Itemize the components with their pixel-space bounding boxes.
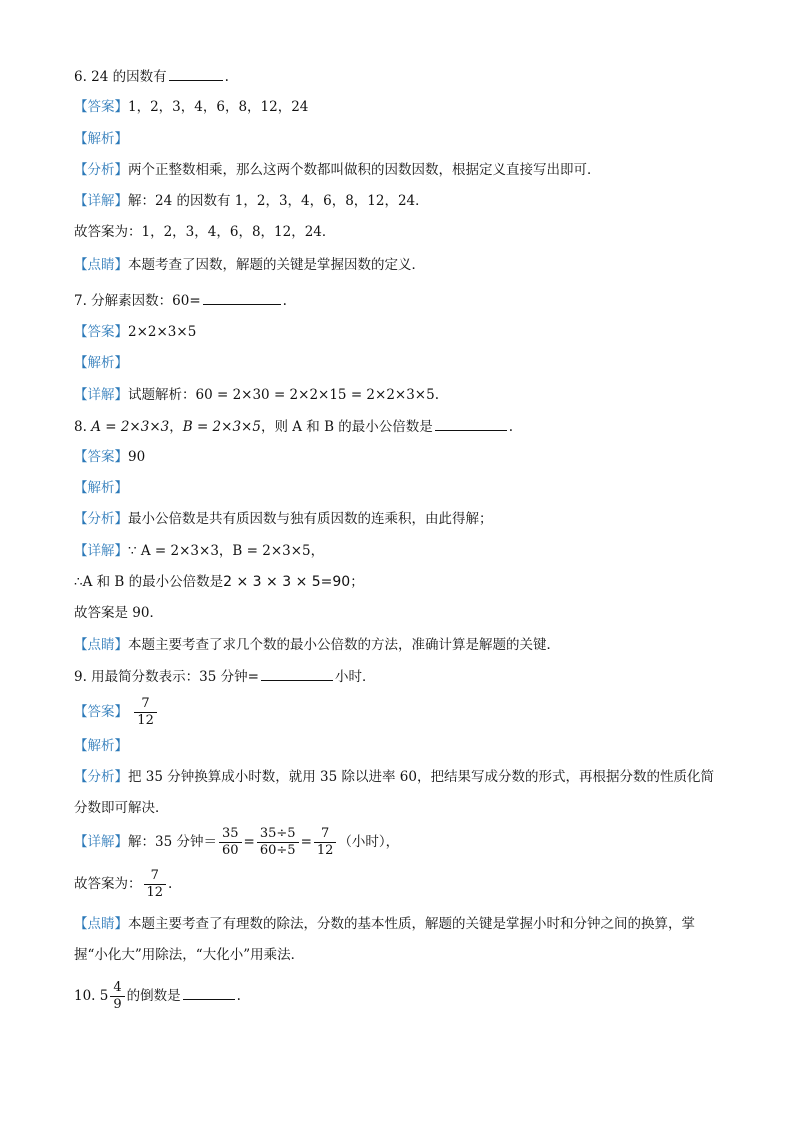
jiexi-tag: 【解析】 (74, 355, 128, 371)
q8-dianjing-text: 本题主要考查了求几个数的最小公倍数的方法，准确计算是解题的关键． (128, 637, 560, 653)
q9-dianjing-line2 (74, 945, 304, 965)
fenxi-tag: 【分析】 (74, 162, 128, 178)
q10-question-end: . (236, 988, 241, 1004)
xiangjie-tag: 【详解】 (74, 543, 128, 559)
answer-blank (183, 985, 235, 1000)
fraction (219, 826, 242, 859)
answer-blank (169, 66, 223, 81)
q6-conclusion (74, 222, 335, 242)
q8-conclusion-text: 故答案是 90． (74, 605, 163, 621)
answer-tag: 【答案】 (74, 99, 128, 115)
q10-question (74, 980, 241, 1013)
fraction-numerator: 7 (141, 696, 150, 711)
q9-answer-fraction (134, 696, 157, 729)
q7-jiexi (74, 353, 128, 373)
q9-question-end: 小时． (334, 669, 376, 685)
answer-blank (435, 416, 507, 431)
q9-fenxi-line2 (74, 798, 169, 818)
fraction-denominator: 60÷5 (257, 842, 299, 859)
fraction-numerator: 35÷5 (259, 826, 296, 841)
q9-conclusion-prefix: 故答案为： (74, 876, 142, 892)
q6-answer-text: 1，2，3，4，6，8，12，24 (128, 99, 309, 115)
xiangjie-tag: 【详解】 (74, 834, 128, 850)
q9-fenxi-text-2: 分数即可解决． (74, 800, 169, 816)
q8-answer (74, 447, 145, 467)
q8-jiexi (74, 478, 128, 498)
xiangjie-tag: 【详解】 (74, 193, 128, 209)
q6-fenxi-text: 两个正整数相乘，那么这两个数都叫做积的因数因数，根据定义直接写出即可． (128, 162, 601, 178)
q9-question (74, 666, 375, 687)
q9-conclusion-end: . (168, 876, 173, 892)
q8-therefore (74, 572, 364, 592)
q6-question-text: 6. 24 的因数有 (74, 69, 167, 85)
fraction-numerator: 4 (113, 980, 122, 995)
fraction (144, 868, 167, 901)
q8-math-b: B = 2×3×5 (182, 419, 261, 435)
q9-xiangjie: 【详解】解：35 分钟＝ $\frac{35}{60}$ = $\frac{35\div 5}{60\div 5}$ = $\frac{7}{12}$ （小时）， (74, 826, 400, 858)
q7-answer-text: 2×2×3×5 (128, 324, 197, 340)
q8-number: 8. (74, 419, 87, 435)
q6-question (74, 66, 229, 87)
fraction-numerator: 7 (150, 868, 159, 883)
q7-xiangjie (74, 385, 439, 405)
answer-blank (261, 666, 333, 681)
q10-mixed-fraction (110, 980, 124, 1013)
fraction (314, 826, 337, 859)
q8-question (74, 416, 513, 437)
q6-jiexi (74, 129, 128, 149)
q6-question-end: . (224, 69, 229, 85)
q9-conclusion (74, 868, 172, 901)
q8-therefore-math: 2 × 3 × 3 × 5=90 (223, 574, 351, 590)
answer-tag: 【答案】 (74, 324, 128, 340)
q9-jiexi (74, 736, 128, 756)
q7-question-text: 7. 分解素因数：60= (74, 293, 201, 309)
q8-dianjing (74, 635, 560, 655)
q9-dianjing-text-2: 握“小化大”用除法，“大化小”用乘法． (74, 947, 305, 963)
q6-xiangjie (74, 191, 429, 211)
q7-xiangjie-math: 60 = 2×30 = 2×2×15 = 2×2×3×5 (195, 387, 435, 403)
q7-question (74, 290, 287, 311)
fraction (257, 826, 299, 859)
q8-conclusion (74, 603, 163, 623)
q8-therefore-end: ； (350, 574, 364, 590)
dianjing-tag: 【点睛】 (74, 916, 128, 932)
q6-fenxi (74, 160, 601, 180)
q7-answer (74, 322, 196, 342)
q9-dianjing-text-1: 本题主要考查了有理数的除法，分数的基本性质，解题的关键是掌握小时和分钟之间的换算，掌 (128, 916, 695, 932)
answer-blank (203, 290, 281, 305)
q7-question-end: . (282, 293, 287, 309)
fraction-denominator: 12 (314, 842, 337, 859)
dianjing-tag: 【点睛】 (74, 257, 128, 273)
q8-therefore-text: ∴A 和 B 的最小公倍数是 (74, 574, 224, 590)
q6-dianjing (74, 255, 425, 275)
fraction-numerator: 35 (221, 826, 239, 841)
q8-math-a: A = 2×3×3 (91, 419, 170, 435)
jiexi-tag: 【解析】 (74, 131, 128, 147)
q8-fenxi (74, 509, 493, 529)
q9-xiangjie-prefix: 解：35 分钟＝ (128, 834, 217, 850)
q10-number: 10. (74, 988, 96, 1004)
q9-dianjing-line1 (74, 914, 695, 934)
q9-question-text: 9. 用最简分数表示：35 分钟= (74, 669, 259, 685)
q9-fenxi-text-1: 把 35 分钟换算成小时数，就用 35 除以进率 60，把结果写成分数的形式，再根据分数的性质化简 (128, 769, 714, 785)
answer-tag: 【答案】 (74, 449, 128, 465)
q8-xiangjie (74, 541, 324, 561)
q8-fenxi-text: 最小公倍数是共有质因数与独有质因数的连乘积，由此得解； (128, 511, 493, 527)
q8-answer-text: 90 (128, 449, 146, 465)
fraction-numerator: 7 (321, 826, 330, 841)
q6-answer (74, 97, 308, 117)
q7-xiangjie-end: . (434, 387, 440, 403)
fenxi-tag: 【分析】 (74, 769, 128, 785)
q10-question-text: 的倒数是 (126, 988, 181, 1004)
q8-question-end: . (508, 419, 514, 435)
fraction-denominator: 60 (219, 842, 242, 859)
fraction-denominator: 12 (144, 884, 167, 901)
jiexi-tag: 【解析】 (74, 738, 128, 754)
xiangjie-tag: 【详解】 (74, 387, 128, 403)
fenxi-tag: 【分析】 (74, 511, 128, 527)
q9-xiangjie-suffix: （小时）， (338, 834, 400, 850)
q8-question-text: ，则 A 和 B 的最小公倍数是 (260, 419, 433, 435)
q7-xiangjie-prefix: 试题解析： (128, 387, 196, 403)
q8-separator: ， (169, 419, 183, 435)
q6-xiangjie-text: 解：24 的因数有 1，2，3，4，6，8，12，24． (128, 193, 429, 209)
q8-xiangjie-text: ∵ A = 2×3×3，B = 2×3×5， (128, 543, 325, 559)
jiexi-tag: 【解析】 (74, 480, 128, 496)
q9-fenxi-line1 (74, 767, 714, 787)
dianjing-tag: 【点睛】 (74, 637, 128, 653)
q6-conclusion-text: 故答案为：1，2，3，4，6，8，12，24． (74, 224, 336, 240)
q9-answer (74, 696, 159, 729)
fraction-denominator: 12 (134, 712, 157, 729)
fraction-denominator: 9 (110, 996, 124, 1013)
q10-mixed-whole: 5 (99, 988, 109, 1004)
q6-dianjing-text: 本题考查了因数，解题的关键是掌握因数的定义． (128, 257, 425, 273)
answer-tag: 【答案】 (74, 704, 128, 720)
